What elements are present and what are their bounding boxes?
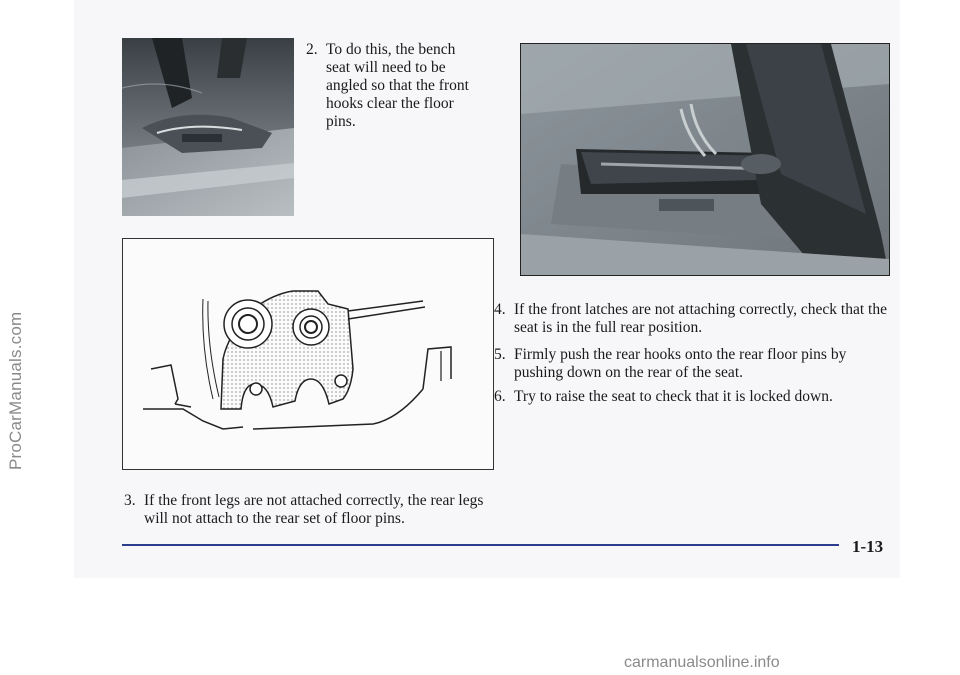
step-number: 5. xyxy=(494,346,506,363)
step-3 xyxy=(124,492,504,528)
step-text: Firmly push the rear hooks onto the rear floor pins by pushing down on the rear of the seat. xyxy=(514,346,847,381)
step-number: 2. xyxy=(306,41,318,58)
step-6 xyxy=(494,388,894,406)
step-4 xyxy=(494,301,894,337)
page-number: 1-13 xyxy=(852,537,884,556)
footer-watermark: carmanualsonline.info xyxy=(624,654,780,671)
step-text: To do this, the bench seat will need to be angled so that the front hooks clear the floor pins. xyxy=(326,41,469,130)
seat-hook-photo xyxy=(122,38,294,216)
step-text: If the front legs are not attached correctly, the rear legs will not attach to the rear set of floor pins. xyxy=(144,492,484,527)
side-watermark: ProCarManuals.com xyxy=(6,311,25,470)
step-number: 4. xyxy=(494,301,506,318)
step-5 xyxy=(494,346,894,382)
front-latch-photo xyxy=(520,43,890,276)
step-number: 3. xyxy=(124,492,136,509)
step-2 xyxy=(306,41,476,131)
footer-rule xyxy=(122,544,839,546)
step-text: If the front latches are not attaching correctly, check that the seat is in the full rear position. xyxy=(514,301,887,336)
seat-latch-diagram xyxy=(122,238,494,470)
step-text: Try to raise the seat to check that it is locked down. xyxy=(514,388,833,405)
step-number: 6. xyxy=(494,388,506,405)
